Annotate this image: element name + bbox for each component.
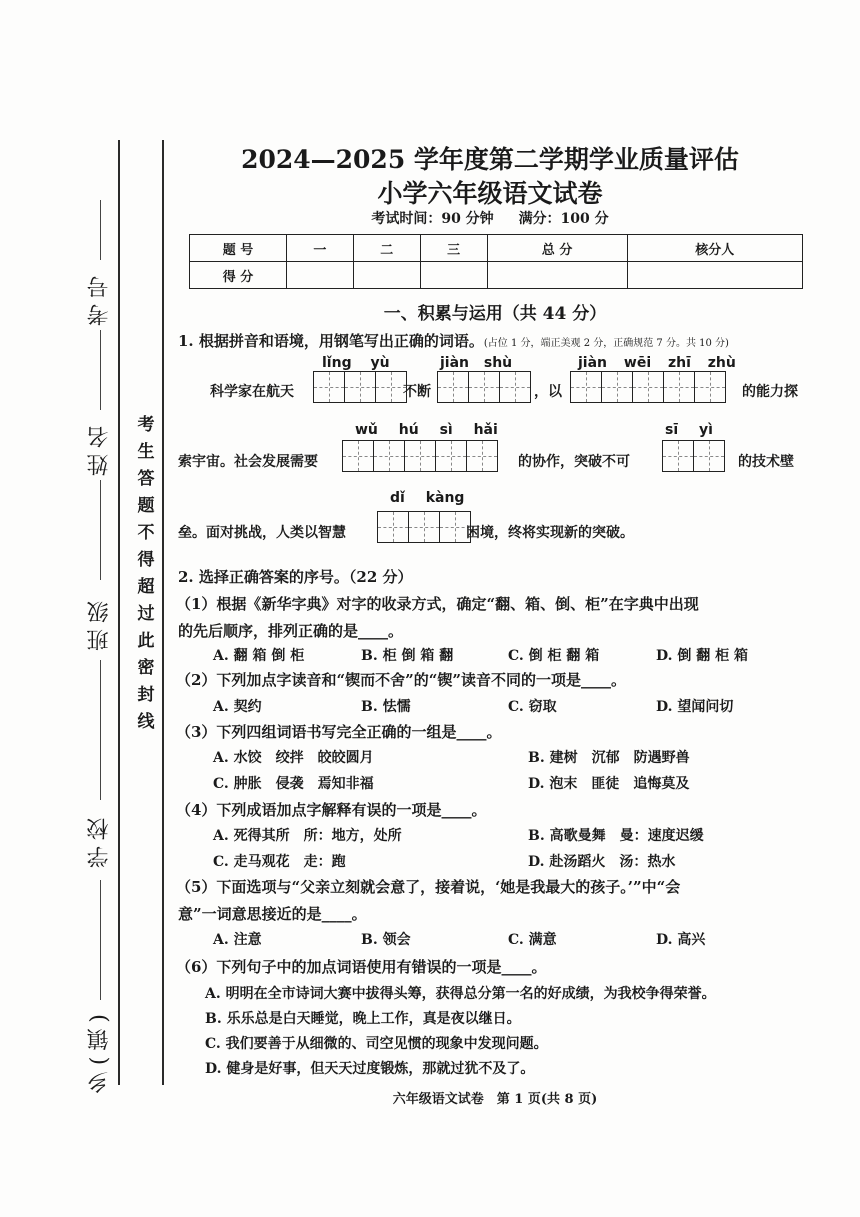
q2-4-option-b[interactable]: B. 高歌曼舞 曼：速度迟缓 (528, 828, 704, 844)
q1-line1-d: 的能力探 (742, 384, 798, 400)
q1-line3-a: 垒。面对挑战，人类以智慧 (178, 525, 346, 541)
q1-line1-b: 不断 (403, 384, 431, 400)
binding-line-inner (162, 140, 164, 1085)
pinyin-6: dǐ kàng (390, 490, 465, 506)
q2-4-option-a[interactable]: A. 死得其所 所：地方，处所 (213, 828, 402, 844)
pinyin-1: lǐng yù (322, 355, 390, 371)
q1-label: 1. 根据拼音和语境，用钢笔写出正确的词语。(占位 1 分，端正美观 2 分，正确规范 7 分。共 10 分) (178, 332, 729, 350)
exam-number-label: 考号 (87, 270, 112, 326)
score-table (189, 234, 803, 289)
q1-line2-c: 的技术壁 (738, 454, 794, 470)
school-label: 学校 (87, 812, 112, 868)
answer-box-6[interactable] (377, 511, 471, 543)
q2-4-option-d[interactable]: D. 赴汤蹈火 汤：热水 (528, 854, 676, 870)
exam-subtitle: 小学六年级语文试卷 (377, 179, 603, 208)
q2-1-option-b[interactable]: B. 柜 倒 箱 翻 (361, 648, 454, 664)
score-cell-total[interactable] (487, 262, 627, 289)
q1-line3-b: 困境，终将实现新的突破。 (466, 525, 634, 541)
score-cell-checker[interactable] (627, 262, 802, 289)
q1-line1-c: ，以 (534, 384, 562, 400)
q2-label: 2. 选择正确答案的序号。（22 分） (178, 568, 413, 586)
full-score: 满分：100 分 (518, 211, 609, 227)
q2-1-option-a[interactable]: A. 翻 箱 倒 柜 (213, 648, 305, 664)
q1-line1-a: 科学家在航天 (210, 384, 294, 400)
q2-5-stem-1: （5）下面选项与“父亲立刻就会意了，接着说，‘她是我最大的孩子。’”中“会 (176, 878, 681, 896)
q2-2-option-c[interactable]: C. 窃取 (508, 699, 557, 715)
q2-5-stem-2: 意”一词意思接近的是____。 (178, 905, 367, 923)
q2-1-stem-1: （1）根据《新华字典》对字的收录方式，确定“翻、箱、倒、柜”在字典中出现 (176, 595, 699, 613)
binding-line-outer (118, 140, 120, 1085)
answer-box-4[interactable] (342, 440, 498, 472)
q2-6-option-c[interactable]: C. 我们要善于从细微的、司空见惯的现象中发现问题。 (205, 1036, 548, 1052)
q2-5-option-a[interactable]: A. 注意 (213, 932, 262, 948)
q1-line2-b: 的协作，突破不可 (518, 454, 630, 470)
pinyin-3: jiàn wēi zhī zhù (578, 355, 736, 371)
pinyin-2: jiàn shù (440, 355, 513, 371)
answer-box-3[interactable] (570, 371, 726, 403)
answer-box-1[interactable] (313, 371, 407, 403)
exam-info (0, 208, 860, 228)
exam-time: 考试时间：90 分钟 (371, 211, 494, 227)
q2-4-stem: （4）下列成语加点字解释有误的一项是____。 (176, 801, 487, 819)
seal-line-notice: 考 生 答 题 不 得 超 过 此 密 封 线 (137, 415, 155, 732)
q2-2-option-b[interactable]: B. 怯懦 (361, 699, 411, 715)
q2-3-stem: （3）下列四组词语书写完全正确的一组是____。 (176, 723, 502, 741)
q2-3-option-b[interactable]: B. 建树 沉郁 防遇野兽 (528, 750, 690, 766)
q2-6-option-b[interactable]: B. 乐乐总是白天睡觉，晚上工作，真是夜以继日。 (205, 1011, 521, 1027)
class-line (100, 480, 101, 580)
score-table-header-row: 题 号 一 二 三 总 分 核分人 (190, 235, 803, 262)
q2-5-option-c[interactable]: C. 满意 (508, 932, 557, 948)
answer-box-5[interactable] (662, 440, 725, 472)
pinyin-5: sī yì (665, 422, 713, 438)
q2-1-option-c[interactable]: C. 倒 柜 翻 箱 (508, 648, 600, 664)
q2-6-option-d[interactable]: D. 健身是好事，但天天过度锻炼，那就过犹不及了。 (205, 1061, 535, 1077)
q2-1-option-d[interactable]: D. 倒 翻 柜 箱 (656, 648, 749, 664)
town-line (100, 880, 101, 1000)
q2-1-stem-2: 的先后顺序，排列正确的是____。 (178, 622, 404, 640)
exam-title: 2024—2025 学年度第二学期学业质量评估 (241, 145, 739, 174)
name-line (100, 330, 101, 410)
pinyin-4: wǔ hú sì hǎi (355, 422, 498, 438)
q2-5-option-b[interactable]: B. 领会 (361, 932, 411, 948)
town-label: 乡(镇) (87, 1008, 112, 1094)
q2-5-option-d[interactable]: D. 高兴 (656, 932, 706, 948)
q2-6-option-a[interactable]: A. 明明在全市诗词大赛中拔得头筹，获得总分第一名的好成绩，为我校争得荣誉。 (205, 986, 716, 1002)
q1-line2-a: 索宇宙。社会发展需要 (178, 454, 318, 470)
q2-3-option-d[interactable]: D. 泡末 匪徒 追悔莫及 (528, 776, 690, 792)
q2-2-stem: （2）下列加点字读音和“锲而不舍”的“锲”读音不同的一项是____。 (176, 671, 626, 689)
score-cell-2[interactable] (353, 262, 420, 289)
q2-3-option-a[interactable]: A. 水饺 绞拌 皎皎圆月 (213, 750, 374, 766)
score-cell-1[interactable] (287, 262, 354, 289)
answer-box-2[interactable] (437, 371, 531, 403)
score-table-score-row: 得 分 (190, 262, 803, 289)
class-label: 班级 (87, 595, 112, 651)
q2-6-stem: （6）下列句子中的加点词语使用有错误的一项是____。 (176, 958, 547, 976)
q2-4-option-c[interactable]: C. 走马观花 走：跑 (213, 854, 346, 870)
score-cell-3[interactable] (420, 262, 487, 289)
q2-3-option-c[interactable]: C. 肿胀 侵袭 焉知非福 (213, 776, 374, 792)
school-line (100, 660, 101, 800)
q2-2-option-a[interactable]: A. 契约 (213, 699, 262, 715)
q2-2-option-d[interactable]: D. 望闻问切 (656, 699, 734, 715)
name-label: 姓名 (87, 420, 112, 476)
page-footer: 六年级语文试卷 第 1 页(共 8 页) (392, 1092, 598, 1107)
section-1-title: 一、积累与运用（共 44 分） (383, 304, 607, 324)
